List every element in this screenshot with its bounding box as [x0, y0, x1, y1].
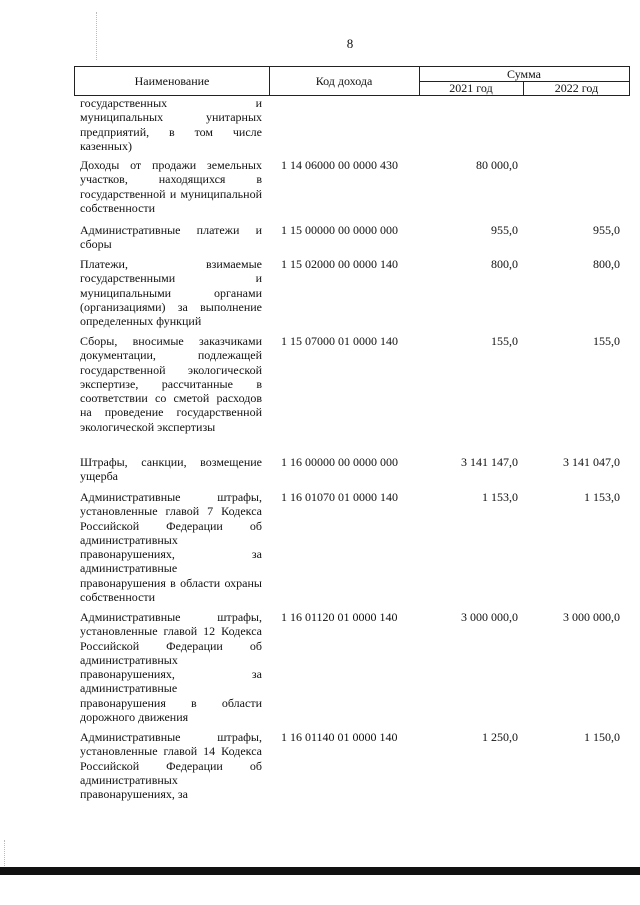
row-code: 1 15 00000 00 0000 000 — [281, 223, 398, 237]
row-name: государственных и муниципальных унитарных предприятий, в том числе казенных) — [80, 96, 262, 153]
row-value-2022: 955,0 — [593, 223, 620, 237]
row-value-2022: 1 150,0 — [584, 730, 620, 744]
page-number: 8 — [346, 36, 354, 51]
row-value-2022: 800,0 — [593, 257, 620, 271]
row-name: Сборы, вносимые заказчиками документации, подлежащей государственной экологической экспертизе, рассчитанные в соответствии со сметой расходов на проведение государственной экологической экспертизы — [80, 334, 262, 434]
row-value-2022: 155,0 — [593, 334, 620, 348]
row-code: 1 16 01140 01 0000 140 — [281, 730, 398, 744]
row-value-2021: 155,0 — [491, 334, 518, 348]
row-code: 1 15 02000 00 0000 140 — [281, 257, 398, 271]
row-name: Доходы от продажи земельных участков, находящихся в государственной и муниципальной собственности — [80, 158, 262, 215]
scan-bottom-bar — [0, 867, 640, 875]
row-value-2021: 1 250,0 — [482, 730, 518, 744]
row-value-2021: 955,0 — [491, 223, 518, 237]
header-year-2021: 2021 год — [419, 82, 524, 95]
header-name: Наименование — [75, 67, 270, 95]
row-value-2022: 1 153,0 — [584, 490, 620, 504]
scan-margin-dots — [4, 840, 5, 870]
header-sum: Сумма — [419, 67, 629, 82]
header-code: Код дохода — [269, 67, 420, 95]
row-code: 1 15 07000 01 0000 140 — [281, 334, 398, 348]
row-name: Штрафы, санкции, возмещение ущерба — [80, 455, 262, 484]
row-name: Административные платежи и сборы — [80, 223, 262, 252]
row-name: Административные штрафы, установленные главой 12 Кодекса Российской Федерации об административных правонарушениях, за административные правонарушения в области дорожного движения — [80, 610, 262, 725]
row-value-2021: 800,0 — [491, 257, 518, 271]
row-value-2022: 3 000 000,0 — [563, 610, 620, 624]
row-value-2021: 80 000,0 — [476, 158, 518, 172]
row-name: Административные штрафы, установленные главой 7 Кодекса Российской Федерации об административных правонарушениях, за административные правонарушения в области охраны собственности — [80, 490, 262, 605]
row-code: 1 16 00000 00 0000 000 — [281, 455, 398, 469]
row-value-2022: 3 141 047,0 — [563, 455, 620, 469]
row-value-2021: 3 141 147,0 — [461, 455, 518, 469]
header-year-2022: 2022 год — [554, 81, 599, 95]
row-value-2021: 3 000 000,0 — [461, 610, 518, 624]
row-name: Платежи, взимаемые государственными и муниципальными органами (организациями) за выполнение определенных функций — [80, 257, 262, 329]
row-code: 1 16 01070 01 0000 140 — [281, 490, 398, 504]
row-code: 1 16 01120 01 0000 140 — [281, 610, 398, 624]
row-code: 1 14 06000 00 0000 430 — [281, 158, 398, 172]
row-name: Административные штрафы, установленные главой 14 Кодекса Российской Федерации об административных правонарушениях, за — [80, 730, 262, 802]
row-value-2021: 1 153,0 — [482, 490, 518, 504]
